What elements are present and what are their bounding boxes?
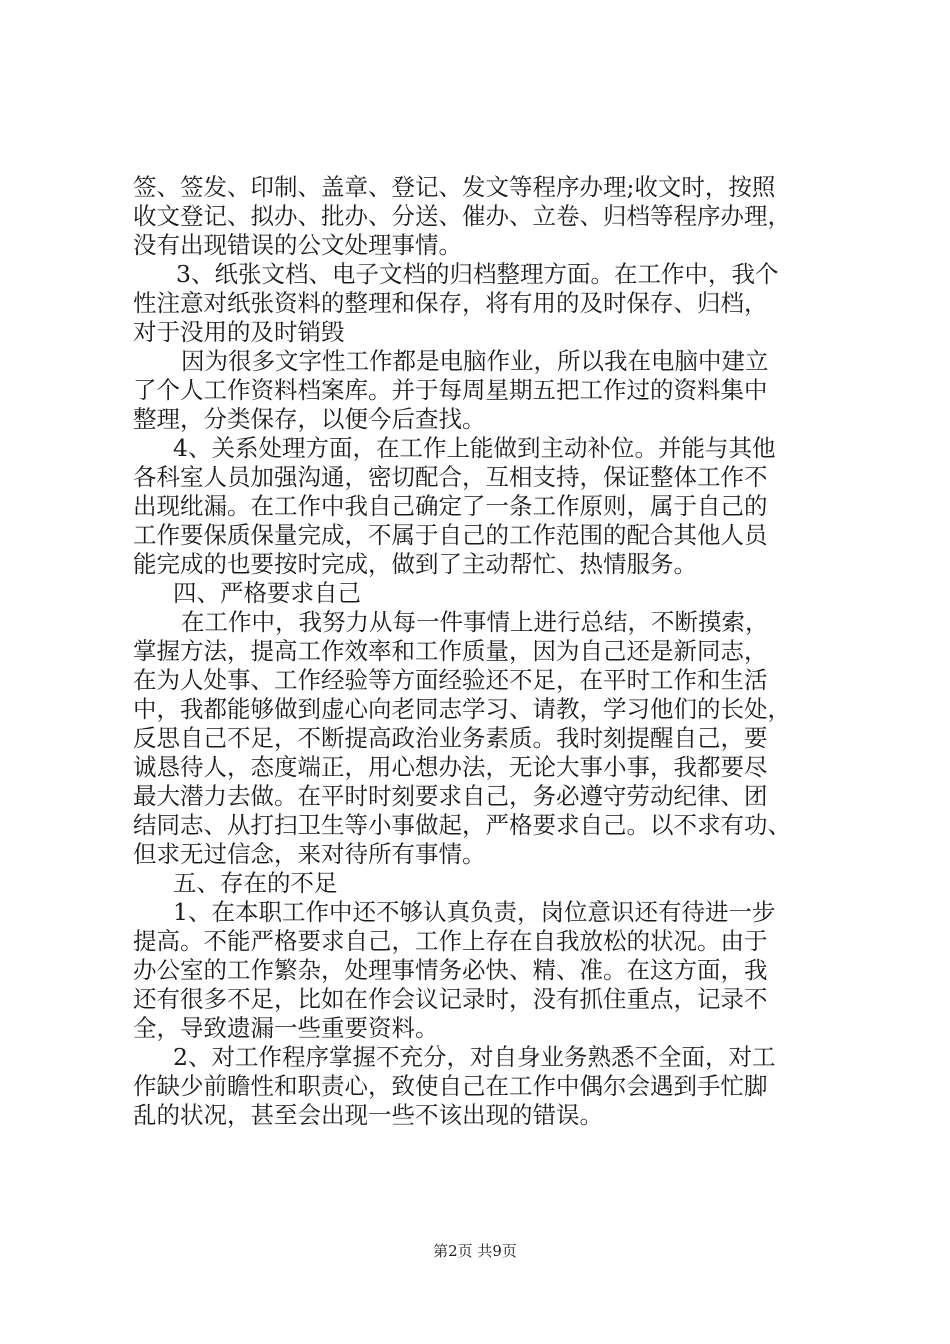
- text-line: 诚恳待人，态度端正，用心想办法，无论大事小事，我都要尽: [133, 753, 768, 781]
- text-line: 出现纰漏。在工作中我自己确定了一条工作原则，属于自己的: [133, 492, 768, 520]
- text-line: 办公室的工作繁杂，处理事情务必快、精、准。在这方面，我: [133, 956, 768, 984]
- paragraph-start-line: 在工作中，我努力从每一件事情上进行总结，不断摸索，: [181, 608, 769, 636]
- paragraph-start-line: 3、纸张文档、电子文档的归档整理方面。在工作中，我个: [176, 260, 779, 288]
- paragraph-start-line: 4、关系处理方面，在工作上能做到主动补位。并能与其他: [173, 434, 776, 462]
- text-line: 但求无过信念，来对待所有事情。: [133, 840, 486, 868]
- paragraph-start-line: 因为很多文字性工作都是电脑作业，所以我在电脑中建立: [181, 347, 769, 375]
- section-heading: 四、严格要求自己: [173, 579, 361, 607]
- text-line: 整理，分类保存，以便今后查找。: [133, 405, 486, 433]
- text-line: 中，我都能够做到虚心向老同志学习、请教，学习他们的长处，: [133, 695, 791, 723]
- text-line: 收文登记、拟办、批办、分送、催办、立卷、归档等程序办理，: [133, 202, 791, 230]
- text-line: 能完成的也要按时完成，做到了主动帮忙、热情服务。: [133, 550, 697, 578]
- text-line: 没有出现错误的公文处理事情。: [133, 231, 462, 259]
- text-line: 作缺少前瞻性和职责心，致使自己在工作中偶尔会遇到手忙脚: [133, 1072, 768, 1100]
- text-line: 掌握方法，提高工作效率和工作质量，因为自己还是新同志，: [133, 637, 768, 665]
- text-line: 反思自己不足，不断提高政治业务素质。我时刻提醒自己，要: [133, 724, 768, 752]
- text-line: 各科室人员加强沟通，密切配合，互相支持，保证整体工作不: [133, 463, 768, 491]
- text-line: 对于没用的及时销毁: [133, 318, 345, 346]
- text-line: 最大潜力去做。在平时时刻要求自己，务必遵守劳动纪律、团: [133, 782, 768, 810]
- text-line: 全，导致遗漏一些重要资料。: [133, 1014, 439, 1042]
- document-body: [133, 173, 833, 1130]
- paragraph-start-line: 1、在本职工作中还不够认真负责，岗位意识还有待进一步: [173, 898, 776, 926]
- text-line: 了个人工作资料档案库。并于每周星期五把工作过的资料集中: [133, 376, 768, 404]
- section-heading: 五、存在的不足: [173, 869, 338, 897]
- text-line: 工作要保质保量完成，不属于自己的工作范围的配合其他人员: [133, 521, 768, 549]
- text-line: 性注意对纸张资料的整理和保存，将有用的及时保存、归档，: [133, 289, 768, 317]
- text-line: 提高。不能严格要求自己，工作上存在自我放松的状况。由于: [133, 927, 768, 955]
- text-line: 还有很多不足，比如在作会议记录时，没有抓住重点，记录不: [133, 985, 768, 1013]
- text-line: 签、签发、印制、盖章、登记、发文等程序办理;收文时，按照: [133, 173, 776, 201]
- paragraph-start-line: 2、对工作程序掌握不充分，对自身业务熟悉不全面，对工: [173, 1043, 776, 1071]
- text-line: 乱的状况，甚至会出现一些不该出现的错误。: [133, 1101, 603, 1129]
- text-line: 在为人处事、工作经验等方面经验还不足，在平时工作和生活: [133, 666, 768, 694]
- page-number-footer: 第2页 共9页: [433, 1242, 517, 1260]
- text-line: 结同志、从打扫卫生等小事做起，严格要求自己。以不求有功、: [133, 811, 791, 839]
